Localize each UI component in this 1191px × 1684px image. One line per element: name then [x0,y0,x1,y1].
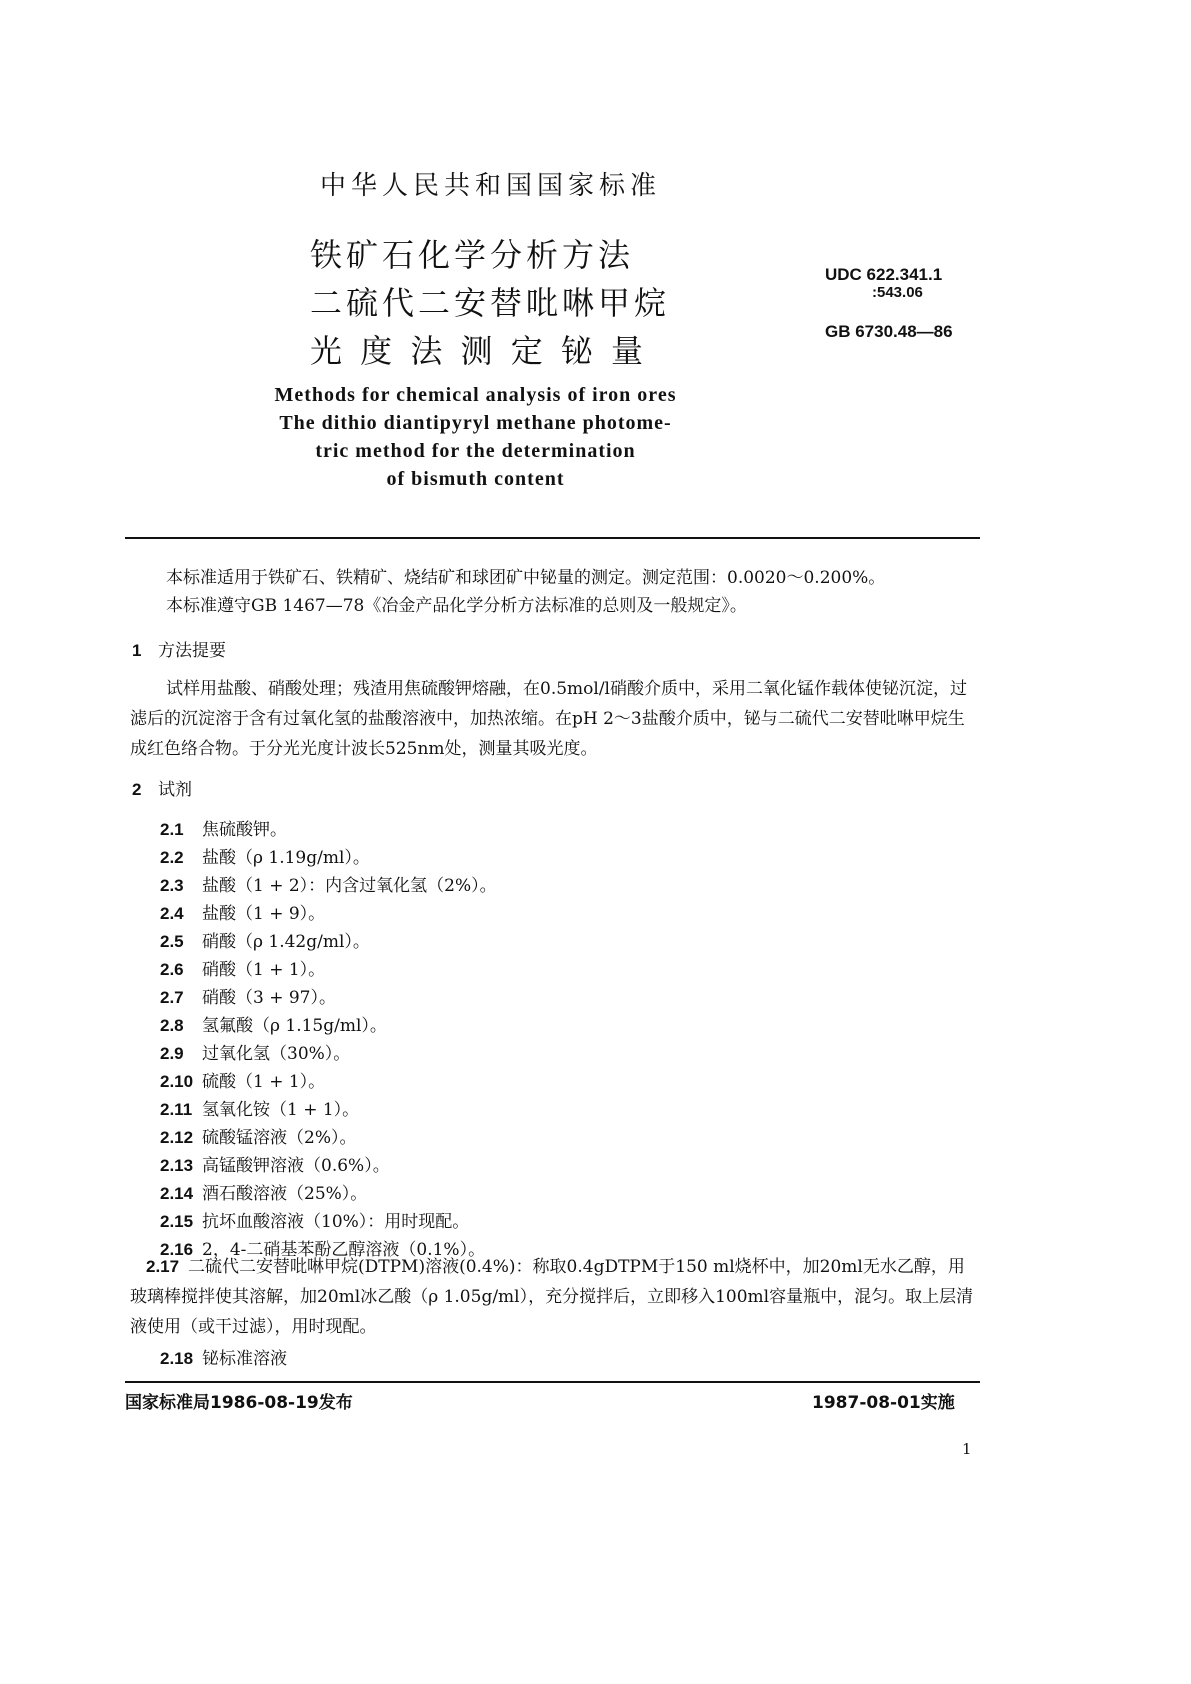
reagent-number: 2.5 [160,932,184,951]
reagent-item [160,1011,387,1036]
reagent-text: 抗坏血酸溶液（10%）：用时现配。 [202,1212,470,1232]
section-title: 方法提要 [158,641,226,661]
header-divider [125,537,980,539]
title-en-line-3: tric method for the determination [315,440,636,462]
udc-code: UDC 622.341.1 [825,265,943,284]
section-title: 试剂 [158,780,192,800]
reagent-2-18 [160,1344,287,1369]
reagent-text: 铋标准溶液 [202,1349,287,1369]
effective-date: 1987-08-01实施 [812,1393,955,1413]
title-en-line-2: The dithio diantipyryl methane photome- [279,412,672,434]
reagent-item [160,955,325,980]
reagent-text: 2，4-二硝基苯酚乙醇溶液（0.1%）。 [202,1240,486,1260]
reagent-text: 二硫代二安替吡啉甲烷(DTPM)溶液(0.4%)：称取0.4gDTPM于150 ml烧杯中，加20ml无水乙醇，用玻璃棒搅拌使其溶解，加20ml冰乙酸（ρ 1.05g/ml），充分搅拌后，立即移入100ml容量瓶中，混匀。取上层清液使用（或干过滤），用时现配。 [130,1257,974,1337]
reagent-number: 2.18 [160,1349,194,1368]
reagent-item [160,815,287,840]
reagent-item [160,927,370,952]
reagent-text: 硝酸（3 + 97）。 [202,988,336,1008]
reagent-text: 硝酸（ρ 1.42g/ml）。 [202,932,370,952]
reagent-item [160,1179,367,1204]
reagent-text: 酒石酸溶液（25%）。 [202,1184,368,1204]
method-summary: 试样用盐酸、硝酸处理；残渣用焦硫酸钾熔融，在0.5mol/l硝酸介质中，采用二氧化锰作载体使铋沉淀，过滤后的沉淀溶于含有过氧化氢的盐酸溶液中，加热浓缩。在pH 2～3盐酸介质中，铋与二硫代二安替吡啉甲烷生成红色络合物。于分光光度计波长525nm处，测量其吸光度。 [130,679,967,759]
reagent-number: 2.16 [160,1240,194,1259]
section-number: 1 [132,641,142,660]
reagent-item [160,1151,390,1176]
page-number: 1 [962,1440,972,1458]
gb-number: GB 6730.48—86 [825,322,953,341]
title-cn-line-1: 铁矿石化学分析方法 [310,236,635,274]
reagent-text: 硫酸锰溶液（2%）。 [202,1128,357,1148]
standard-category: 中华人民共和国国家标准 [320,171,662,201]
reagent-item [160,871,497,896]
reagent-item [160,983,336,1008]
reagent-text: 焦硫酸钾。 [202,820,287,840]
reagent-text: 盐酸（1 + 2）：内含过氧化氢（2%）。 [202,876,497,896]
udc-code-2: :543.06 [872,284,923,301]
reagent-number: 2.9 [160,1044,184,1063]
reagent-number: 2.8 [160,1016,184,1035]
reagent-text: 高锰酸钾溶液（0.6%）。 [202,1156,390,1176]
title-en-line-4: of bismuth content [386,468,565,490]
intro-scope: 本标准适用于铁矿石、铁精矿、烧结矿和球团矿中铋量的测定。测定范围：0.0020～0.200%。 [166,568,886,588]
reagent-item [160,1067,325,1092]
reagent-text: 盐酸（1 + 9）。 [202,904,326,924]
reagent-text: 氢氧化铵（1 + 1）。 [202,1100,360,1120]
reagent-number: 2.14 [160,1184,194,1203]
reagent-item [160,1039,350,1064]
section-number: 2 [132,780,142,799]
reagent-number: 2.1 [160,820,184,839]
reagent-number: 2.17 [146,1257,180,1276]
reagent-text: 过氧化氢（30%）。 [202,1044,351,1064]
issue-date: 国家标准局1986-08-19发布 [125,1393,353,1413]
reagent-text: 硝酸（1 + 1）。 [202,960,326,980]
intro-compliance: 本标准遵守GB 1467—78《冶金产品化学分析方法标准的总则及一般规定》。 [166,596,747,616]
reagent-number: 2.3 [160,876,184,895]
section-2-heading [132,775,192,800]
title-en-line-1: Methods for chemical analysis of iron ores [274,384,677,406]
reagent-number: 2.4 [160,904,184,923]
reagent-item [160,1123,356,1148]
reagent-text: 盐酸（ρ 1.19g/ml）。 [202,848,370,868]
reagent-item [160,843,370,868]
reagent-number: 2.6 [160,960,184,979]
reagent-number: 2.7 [160,988,184,1007]
reagent-number: 2.12 [160,1128,194,1147]
reagent-number: 2.13 [160,1156,194,1175]
reagent-item [160,1095,359,1120]
reagent-item [160,1207,469,1232]
reagent-text: 硫酸（1 + 1）。 [202,1072,326,1092]
reagent-item [160,899,325,924]
section-1-heading [132,636,226,661]
title-cn-line-2: 二硫代二安替吡啉甲烷 [310,284,671,322]
reagent-number: 2.15 [160,1212,194,1231]
title-cn-line-3: 光 度 法 测 定 铋 量 [310,332,648,370]
footer-divider [125,1381,980,1383]
reagent-number: 2.2 [160,848,184,867]
reagent-text: 氢氟酸（ρ 1.15g/ml）。 [202,1016,387,1036]
reagent-number: 2.10 [160,1072,194,1091]
reagent-number: 2.11 [160,1100,193,1119]
reagent-2-17 [130,1252,980,1342]
